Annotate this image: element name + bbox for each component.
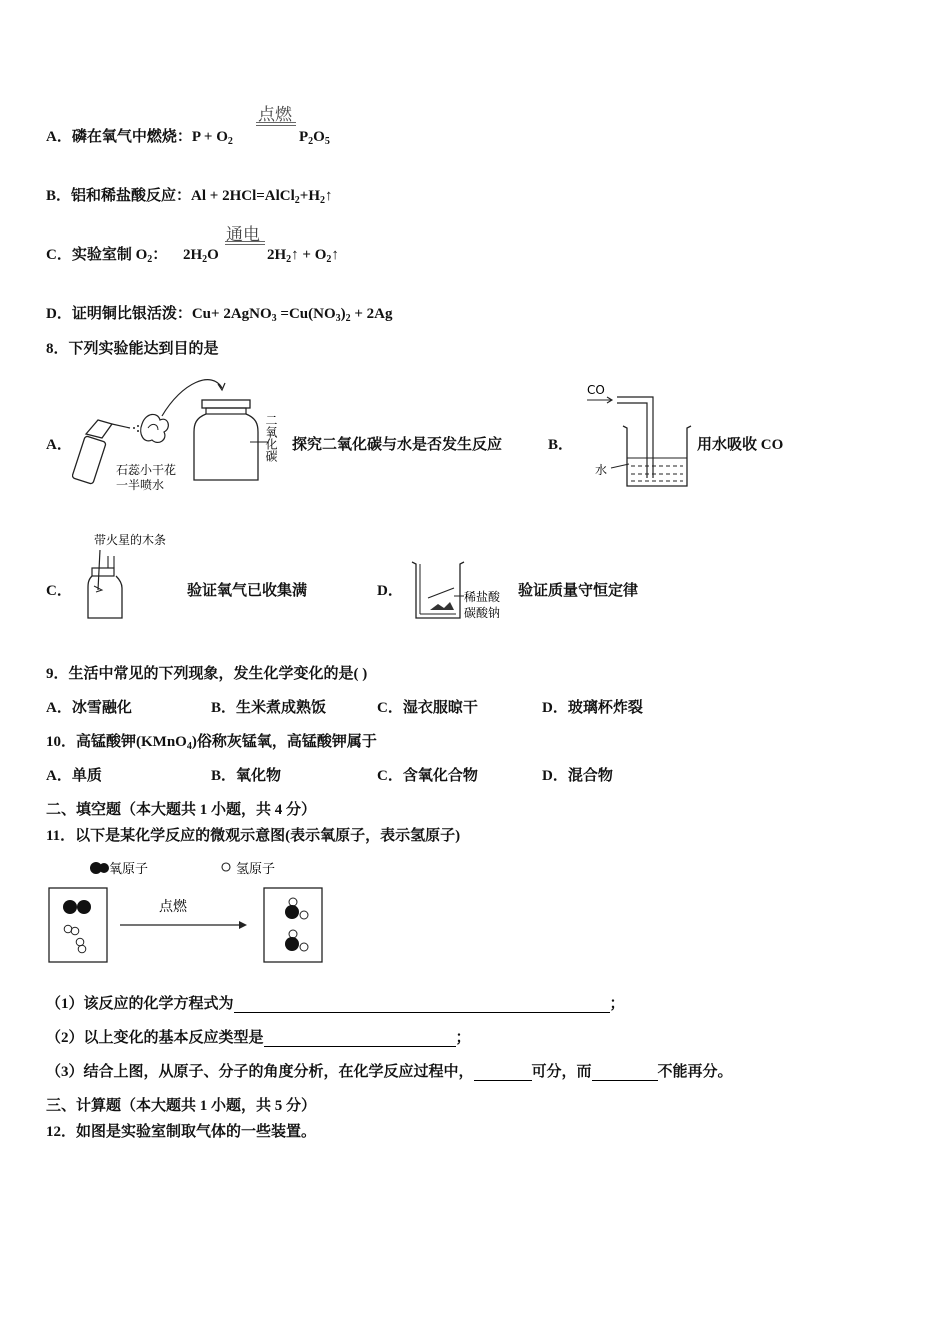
q10-stem: 10．高锰酸钾(KMnO$_4$)俗称灰锰氧，高锰酸钾属于 (46, 734, 377, 752)
q7-option-a-product: $P_2O_5$ (299, 129, 330, 147)
condition-electrolysis: 通电 (226, 225, 260, 245)
equation-bar (256, 122, 296, 126)
legend-hydrogen-label: 氢原子 (236, 862, 276, 877)
oxygen-full-check-figure (78, 530, 188, 622)
q9-option-c: C．湿衣服晾干 (377, 700, 478, 716)
q7-option-c-product: $2H_2↑$ + $O_2↑$ (267, 247, 339, 265)
answer-blank-4[interactable] (592, 1066, 658, 1081)
co2-flower-apparatus-figure (72, 372, 292, 497)
hydrogen-atom-legend-icon (222, 863, 230, 871)
q10-option-a: A．单质 (46, 768, 102, 784)
answer-blank-2[interactable] (264, 1032, 456, 1047)
q7-option-c: C．实验室制 $O_2$： (46, 247, 168, 265)
equation-bar (225, 241, 265, 245)
q11-part-1: （1）该反应的化学方程式为 ； (46, 996, 625, 1012)
q8-stem: 8．下列实验能达到目的是 (46, 341, 219, 357)
reactant-box (49, 888, 107, 962)
arrow-condition-label: 点燃 (159, 899, 187, 915)
answer-blank-1[interactable] (234, 998, 610, 1013)
q8-c-text: 验证氧气已收集满 (187, 583, 308, 599)
q11-stem: 11．以下是某化学反应的微观示意图(表示氧原子，表示氢原子) (46, 828, 461, 844)
q9-option-a: A．冰雪融化 (46, 700, 132, 716)
q7-option-a: A．磷在氧气中燃烧：$P + O_2$ (46, 129, 233, 147)
legend-oxygen-label: 氧原子 (109, 862, 149, 877)
flower-label: 石蕊小干花 (116, 463, 177, 477)
q8-c-letter: C． (46, 583, 72, 599)
q8-d-letter: D． (377, 583, 403, 599)
splint-label: 带火星的木条 (94, 533, 167, 547)
q8-b-letter: B． (548, 437, 574, 453)
water-label: 水 (595, 463, 608, 477)
condition-ignite: 点燃 (258, 105, 292, 125)
section-3-heading: 三、计算题（本大题共 1 小题，共 5 分） (46, 1098, 317, 1114)
section-2-heading: 二、填空题（本大题共 1 小题，共 4 分） (46, 802, 317, 818)
q10-option-b: B．氧化物 (211, 768, 282, 784)
q7-option-c-reactant: $2H_2O$ (183, 247, 219, 265)
q9-stem: 9．生活中常见的下列现象，发生化学变化的是( ) (46, 666, 368, 682)
co-water-beaker-figure (585, 380, 695, 495)
q7-option-b: B．铝和稀盐酸反应：$Al + 2HCl=AlCl_2+H_2↑$ (46, 188, 333, 206)
q8-d-text: 验证质量守恒定律 (518, 583, 639, 599)
q7-option-d: D．证明铜比银活泼：Cu+ 2AgNO$_3$ $=Cu(NO_3)_2 + 2Ag$ (46, 306, 393, 324)
q10-option-d: D．混合物 (542, 768, 613, 784)
q12-stem: 12．如图是实验室制取气体的一些装置。 (46, 1124, 317, 1140)
jar-label: 二氧化碳 (264, 414, 278, 462)
q8-a-text: 探究二氧化碳与水是否发生反应 (292, 437, 503, 453)
carbonate-label: 碳酸钠 (464, 606, 501, 620)
q10-option-c: C．含氧化合物 (377, 768, 478, 784)
q11-part-2: （2）以上变化的基本反应类型是 ； (46, 1030, 471, 1046)
q11-part-3: （3）结合上图，从原子、分子的角度分析，在化学反应过程中， 可分，而 不能再分。 (46, 1064, 733, 1080)
answer-blank-3[interactable] (474, 1066, 532, 1081)
reaction-micro-diagram (46, 855, 336, 967)
mass-conservation-figure (408, 558, 518, 624)
q8-b-text: 用水吸收 CO (697, 437, 784, 453)
q9-option-d: D．玻璃杯炸裂 (542, 700, 643, 716)
spray-label: 一半喷水 (116, 478, 165, 492)
co-label: CO (587, 383, 605, 397)
acid-label: 稀盐酸 (464, 590, 501, 604)
q9-option-b: B．生米煮成熟饭 (211, 700, 327, 716)
q8-a-letter: A． (46, 437, 72, 453)
